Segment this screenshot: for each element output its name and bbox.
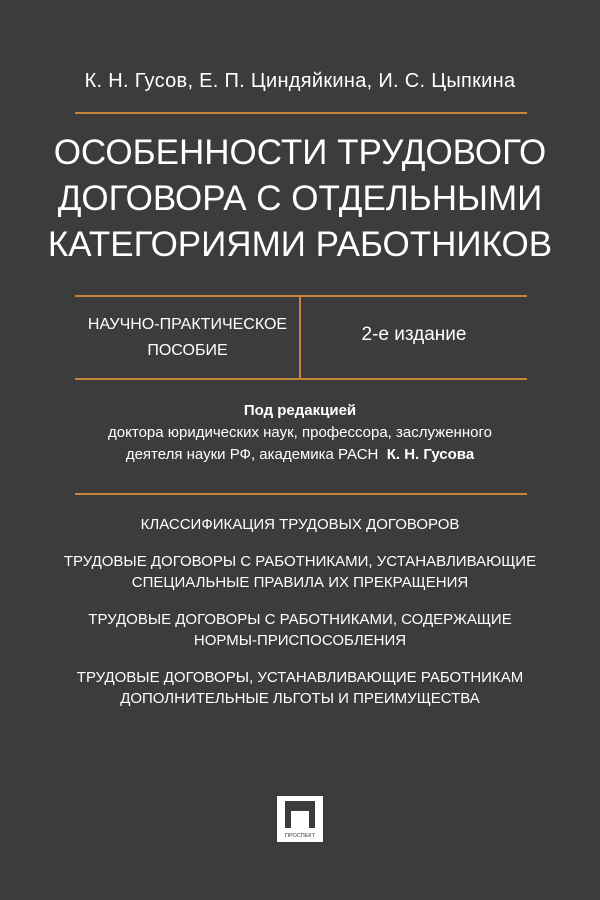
- topics-list: [0, 514, 600, 725]
- topic-line: ДОПОЛНИТЕЛЬНЫЕ ЛЬГОТЫ И ПРЕИМУЩЕСТВА: [120, 690, 480, 707]
- title-line-3: КАТЕГОРИЯМИ РАБОТНИКОВ: [47, 225, 553, 264]
- title-line-1: ОСОБЕННОСТИ ТРУДОВОГО: [53, 133, 547, 172]
- edition: 2-е издание: [361, 324, 467, 345]
- title-line-2: ДОГОВОРА С ОТДЕЛЬНЫМИ: [57, 179, 543, 218]
- editor-name: К. Н. Гусова: [386, 446, 475, 463]
- publication-type-line-2: ПОСОБИЕ: [147, 342, 228, 359]
- divider-meta-bottom: [75, 378, 527, 380]
- publisher-name: ПРОСПЕКТ: [285, 833, 315, 839]
- editor-line-2: [0, 444, 600, 466]
- divider-editor-bottom: [75, 493, 527, 495]
- editor-block: [0, 400, 600, 466]
- topic-line: СПЕЦИАЛЬНЫЕ ПРАВИЛА ИХ ПРЕКРАЩЕНИЯ: [131, 574, 469, 591]
- topic-line: ТРУДОВЫЕ ДОГОВОРЫ С РАБОТНИКАМИ, УСТАНАВЛИВАЮЩИЕ: [63, 553, 537, 570]
- editor-line-1: доктора юридических наук, профессора, заслуженного: [108, 424, 492, 441]
- editor-heading: Под редакцией: [243, 402, 357, 419]
- topic-item: [0, 514, 600, 535]
- publication-type-line-1: НАУЧНО-ПРАКТИЧЕСКОЕ: [87, 316, 288, 333]
- prospekt-logo-icon: [277, 796, 323, 842]
- divider-meta-top: [75, 295, 527, 297]
- authors: К. Н. Гусов, Е. П. Циндяйкина, И. С. Цыпкина: [84, 70, 516, 92]
- book-title: [40, 130, 560, 268]
- topic-item: [0, 551, 600, 593]
- divider-top: [75, 112, 527, 114]
- publication-type: [75, 312, 300, 364]
- topic-line: КЛАССИФИКАЦИЯ ТРУДОВЫХ ДОГОВОРОВ: [140, 516, 460, 533]
- topic-item: [0, 609, 600, 651]
- topic-item: [0, 667, 600, 709]
- topic-line: НОРМЫ-ПРИСПОСОБЛЕНИЯ: [193, 632, 407, 649]
- topic-line: ТРУДОВЫЕ ДОГОВОРЫ, УСТАНАВЛИВАЮЩИЕ РАБОТНИКАМ: [76, 669, 524, 686]
- topic-line: ТРУДОВЫЕ ДОГОВОРЫ С РАБОТНИКАМИ, СОДЕРЖАЩИЕ: [88, 611, 512, 628]
- editor-line-2-prefix: деятеля науки РФ, академика РАСН: [125, 446, 379, 463]
